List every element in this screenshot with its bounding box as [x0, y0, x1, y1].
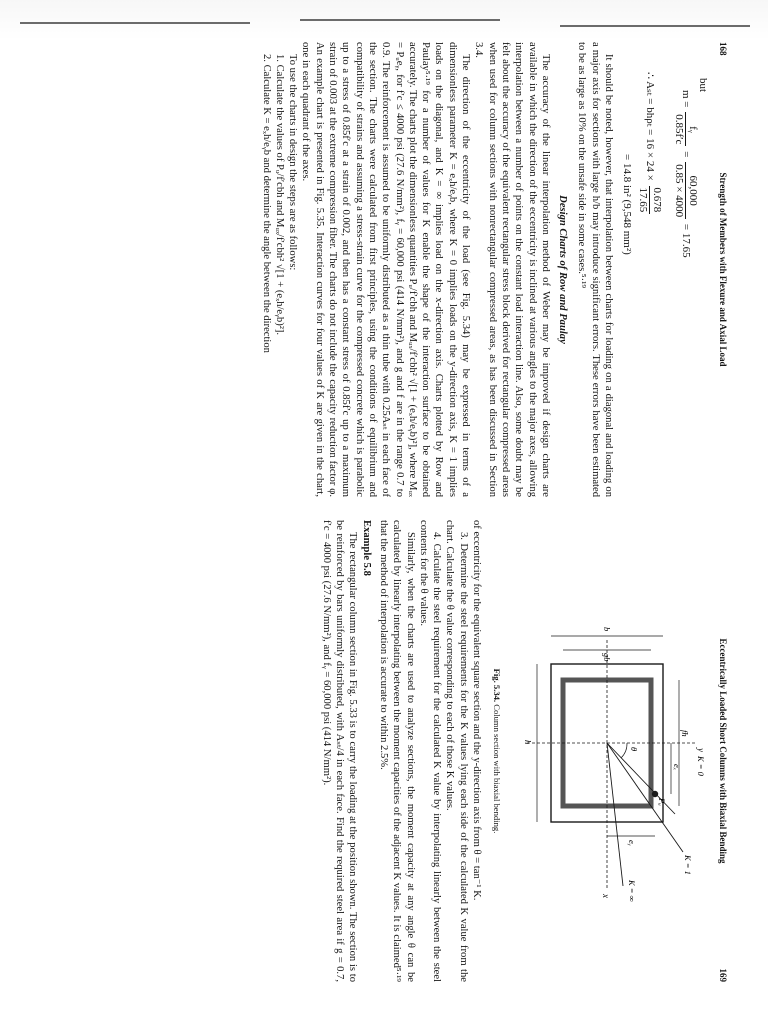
label-gb: gb: [602, 653, 612, 662]
page-168: [39, 42, 729, 497]
label-kinf: K = ∞: [627, 880, 637, 902]
running-head-title: Eccentrically Loaded Short Columns with Biaxial Bending: [718, 638, 728, 864]
column-section-figure: [503, 590, 711, 920]
label-fh: fh: [680, 730, 690, 737]
fraction: [672, 112, 699, 146]
denominator: 0.85 × 4000: [673, 164, 685, 218]
equation-m: [672, 90, 699, 258]
equation-ast: [636, 72, 663, 216]
equation-m-result: = 17.65: [679, 223, 692, 258]
equation-m-lhs: m =: [679, 90, 692, 108]
paragraph: To use the charts in design the steps are as follows:: [287, 54, 299, 271]
figure-caption: [490, 520, 503, 982]
scan-streak: [300, 19, 500, 21]
running-head: [713, 42, 729, 497]
label-k0: K = 0: [696, 756, 706, 776]
equals-sign: =: [679, 151, 692, 158]
label-k1: K = 1: [683, 855, 693, 875]
label-x: x: [601, 894, 611, 898]
label-y: y: [696, 748, 706, 752]
fraction: [636, 186, 663, 215]
paragraph: It should be noted, however, that interpolation between charts for loading on a diagonal and loading on a major axis for sections with large h/b may introduce significant errors. These errors have been estimated to be as large as 10% on the unsafe side in some cases.⁵·¹⁹: [576, 42, 614, 497]
example-text: The rectangular column section in Fig. 5.33 is to carry the loading at the position shown. The section is to be reinforced by bars uniformly distributed, with Aₛₜ/4 in each face. Find the required steel area if g = 0.7, f′c = 4000 psi (27.6 N/mm²), and fᵧ = 60,000 psi (414 N/mm²).: [320, 520, 359, 982]
theta-arc: [621, 743, 627, 758]
paragraph: The direction of the eccentricity of the load (see Fig. 5.34) may be expressed in terms of a dimensionless parameter K = eₓh/eᵧb, where K = 0 implies loads on the y-direction axis, K = 1 implies loads on the diagonal, and K = ∞ implies load on the x-direction axis. Charts plotted by Row and Paulay⁵·¹⁹ for a number of values for K enable the shape of the interaction surface to be obtained accurately. The charts plot the dimensionless quantities Pᵤ/f′cbh and Mᵤₓ/f′cbh² √[1 + (eₓh/eᵧb)²], where Mᵤₓ = Pᵤeᵧ, for f′c ≤ 4000 psi (27.6 N/mm²), fᵧ = 60,000 psi (414 N/mm²), and g and f are in the range 0.7 to 0.9. The reinforcement is assumed to be uniformly distributed as a thin tube with 0.25Aₛₜ in each face of the section. The charts were calculated from first principles, using the conditions of equilibrium and compatibility of strains and assuming a stress-strain curve for the compressed concrete which is parabolic up to a stress of 0.85f′c at a strain of 0.002, and then has a constant stress of 0.85f′c up to a maximum strain of 0.003 at the extreme compression fiber. The charts do not include the capacity reduction factor φ. An example chart is presented in Fig. 5.35. Interaction curves for four values of K are given in the chart, one in each quadrant of the axes.: [300, 42, 472, 497]
paragraph: The accuracy of the linear interpolation method of Weber may be improved if design charts are available in which the direction of the eccentricity is inclined at various angles to the major axes, allowing interpolation between a number of points on the constant load interaction line. Also, some doubt may be felt about the accuracy of the equivalent rectangular stress block derived for rectangular compressed areas when used for column sections with nonrectangular compressed areas, as has been discussed in Section 3.4.: [473, 42, 551, 497]
label-b: b: [602, 627, 612, 632]
running-head-title: Strength of Members with Flexure and Axial Load: [718, 172, 728, 367]
label-pu: Pᵤ: [657, 798, 667, 806]
equation-ast-result: = 14.8 in² (9,548 mm²): [621, 154, 633, 255]
page-169: [39, 520, 729, 982]
load-point: [652, 791, 658, 797]
fraction: [672, 162, 699, 219]
denominator: 0.85f′c: [673, 114, 685, 145]
scan-streak: [560, 25, 750, 27]
figure-caption-label: Fig. 5.34.: [492, 668, 502, 703]
example-heading: Example 5.8: [360, 520, 372, 576]
list-item: 4. Calculate the steel requirement for the calculated K value by interpolating linearly between the steel contents for the θ values.: [417, 520, 443, 982]
scan-streak: [20, 22, 250, 24]
page-168-body: [259, 42, 615, 497]
paragraph: Similarly, when the charts are used to analyze sections, the moment capacity at any angle θ can be calculated by linearly interpolating between the moment capacities of the adjacent K values. It is claimed⁵·¹⁹ that the method of interpolation is accurate to within 2.5%.: [377, 520, 416, 982]
list-item: 2. Calculate K = eₓh/eᵧb and determine the angle between the direction: [260, 54, 272, 353]
but-label: but: [697, 78, 709, 93]
label-theta: θ: [629, 747, 639, 752]
book-spread: [39, 42, 729, 982]
numerator: 60,000: [685, 162, 699, 219]
figure-caption-text: Column section with biaxial bending.: [492, 704, 502, 834]
equation-ast-lhs: ∴ Aₛₜ = bhρₜ = 16 × 24 ×: [643, 72, 656, 181]
denominator: 17.65: [637, 187, 649, 213]
list-item: 3. Determine the steel requirements for the K values lying each side of the calculated K value from the chart. Calculate the θ value corresponding to each of those K values.: [444, 520, 469, 982]
label-ex: eₓ: [672, 764, 682, 771]
paragraph: of eccentricity for the equivalent square section and the y-direction axis from θ = tan⁻¹ K.: [471, 520, 482, 901]
page-169-body: [319, 520, 483, 982]
running-head: [713, 520, 729, 982]
label-h: h: [523, 740, 533, 745]
list-item: 1. Calculate the values of Pᵤ/f′cbh and Mᵤₓ/f′cbh² √[1 + (eₓh/eᵧb)²].: [273, 54, 285, 336]
page-number: 169: [718, 968, 728, 982]
numerator: 0.678: [651, 187, 663, 213]
section-heading: Design Charts of Row and Paulay: [557, 195, 569, 344]
numerator: fᵧ: [685, 112, 699, 146]
page-number: 168: [718, 42, 728, 56]
kinf-line: [607, 743, 623, 886]
label-ey: eᵧ: [627, 840, 637, 846]
